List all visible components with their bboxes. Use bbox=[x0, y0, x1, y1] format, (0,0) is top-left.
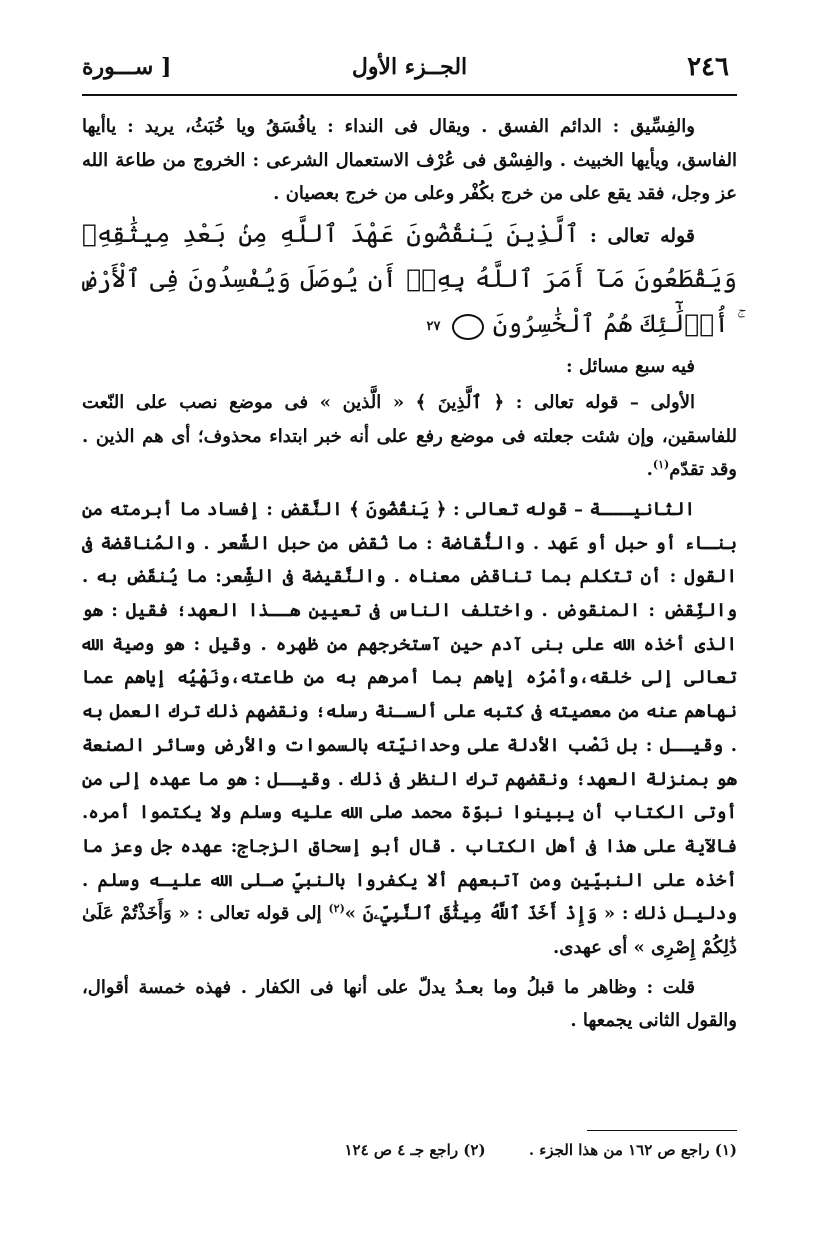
footnote-ref-1: (١) bbox=[652, 458, 670, 472]
footnote-divider bbox=[587, 1130, 737, 1131]
running-title: الجــزء الأول bbox=[351, 54, 468, 80]
footnotes bbox=[82, 1136, 737, 1164]
verse-lead: قوله تعالى : bbox=[589, 225, 695, 248]
paragraph-first-issue: الأولى – قوله تعالى : ﴿ ٱلَّذِينَ ﴾ « الَّذين » فى موضع نصب على النّعت للفاسقين، وإن شئت جعلته فى موضع رفع على أنه خبر ابتداء محذوف؛ أى هم الذين . وقد تقدّم$^{(١)}$. bbox=[82, 391, 737, 481]
page-header bbox=[82, 48, 737, 96]
second-issue-text-end: إلى قوله تعالى : « وَأَخَذْتُمْ عَلَىٰ ذَٰلِكُمْ إِصْرِى » أى عهدى. bbox=[82, 903, 737, 959]
page-body bbox=[82, 110, 737, 1040]
verse-text: ٱلَّذِينَ يَنقُضُونَ عَهْدَ ٱللَّهِ مِنۢ بَعْدِ مِيثَٰقِهِۦ وَيَقْطَعُونَ مَآ أَمَرَ ٱللَّهُ بِهِۦٓ أَن يُوصَلَ وَيُفْسِدُونَ فِى ٱلْأَرْضِ ۚ أُو۟لَٰٓئِكَ هُمُ ٱلْخَٰسِرُونَ bbox=[82, 219, 737, 339]
issues-intro: فيه سبع مسائل : bbox=[565, 356, 695, 378]
paragraph-fisq: والفِسِّيق : الدائم الفسق . ويقال فى النداء : يافُسَقُ ويا خُبَثُ، يريد : ياأيها الفاسق، ويأيها الخبيث . والفِسْق فى عُرْف الاستعمال الشرعى : الخروج من طاعة الله عز وجل، فقد يقع على من خرج بكُفْر وعلى من خرج بعصيان . bbox=[82, 116, 737, 205]
sura-label: [ ســـورة bbox=[82, 54, 172, 80]
quran-verse-block bbox=[82, 213, 737, 348]
first-issue-text: الأولى – قوله تعالى : ﴿ ٱلَّذِينَ ﴾ « الَّذين » فى موضع نصب على النّعت للفاسقين، وإن شئت جعلته فى موضع رفع على أنه خبر ابتداء محذوف؛ أى هم الذين . وقد تقدّم bbox=[82, 391, 737, 481]
book-page bbox=[82, 40, 737, 1190]
footnote-ref-2: (٢) bbox=[328, 902, 345, 916]
footnote-1: (١) راجع ص ١٦٢ من هذا الجزء . bbox=[528, 1141, 737, 1159]
paragraph-conclusion: قلت : وظاهر ما قبلُ وما بعـدُ يدلّ على أنها فى الكفار . فهذه خمسة أقوال، والقول الثانى يجمعها . bbox=[82, 976, 737, 1032]
page-number: ٢٤٦ bbox=[687, 52, 729, 82]
verse-number-mark: ٢٧ bbox=[452, 314, 484, 340]
footnote-2: (٢) راجع جـ ٤ ص ١٢٤ bbox=[344, 1141, 486, 1159]
paragraph-second-issue bbox=[82, 493, 737, 965]
second-issue-text: الثانيـــة – قوله تعالى : ﴿ يَنقُضُونَ ﴾ النَّقض : إفساد ما أبرمته من بنـاء أو حبل أو عَهد . والنُّقاضة : ما نُقض من حبل الشّعر . والمُناقضة فى القول : أن تتكلم بما تناقض معناه . والنَّقيضة فى الشِّعر: ما يُنقَض به . والنِّقض : المنقوض . واختلف الناس فى تعيين هــذا العهد؛ فقيل : هو الذى أخذه الله على بنى آدم حين آستخرجهم من ظهره . وقيل : هو وصية الله تعالى إلى خلقه،وأمْرُه إياهم بما أمرهم به من طاعته،ونَهْيُه إياهم عما نهاهم عنه من معصيته فى كتبه على ألسـنة رسله؛ ونقضهم ذلك ترك العمل به . وقيــل : بل نَصْب الأدلة على وحدانيّته بالسموات والأرض وسائر الصنعة هو بمنزلة العهد؛ ونقضهم ترك النظر فى ذلك . وقيــل : هو ما عهده إلى من أوتى الكتاب أن يبينوا نبوّة محمد صلى الله عليه وسلم ولا يكتموا أمره. فالآية على هذا فى أهل الكتاب . قال أبو إسحاق الزجاج: عهده جل وعز ما أخذه على النبيّين ومن آتبعهم ألا يكفروا بالنبيّ صـلى الله عليـه وسلم . ودليـل ذلك : « وَإِذْ أَخَذَ ٱللَّهُ مِيثَٰقَ ٱلنَّبِيِّۦنَ » bbox=[82, 498, 737, 925]
